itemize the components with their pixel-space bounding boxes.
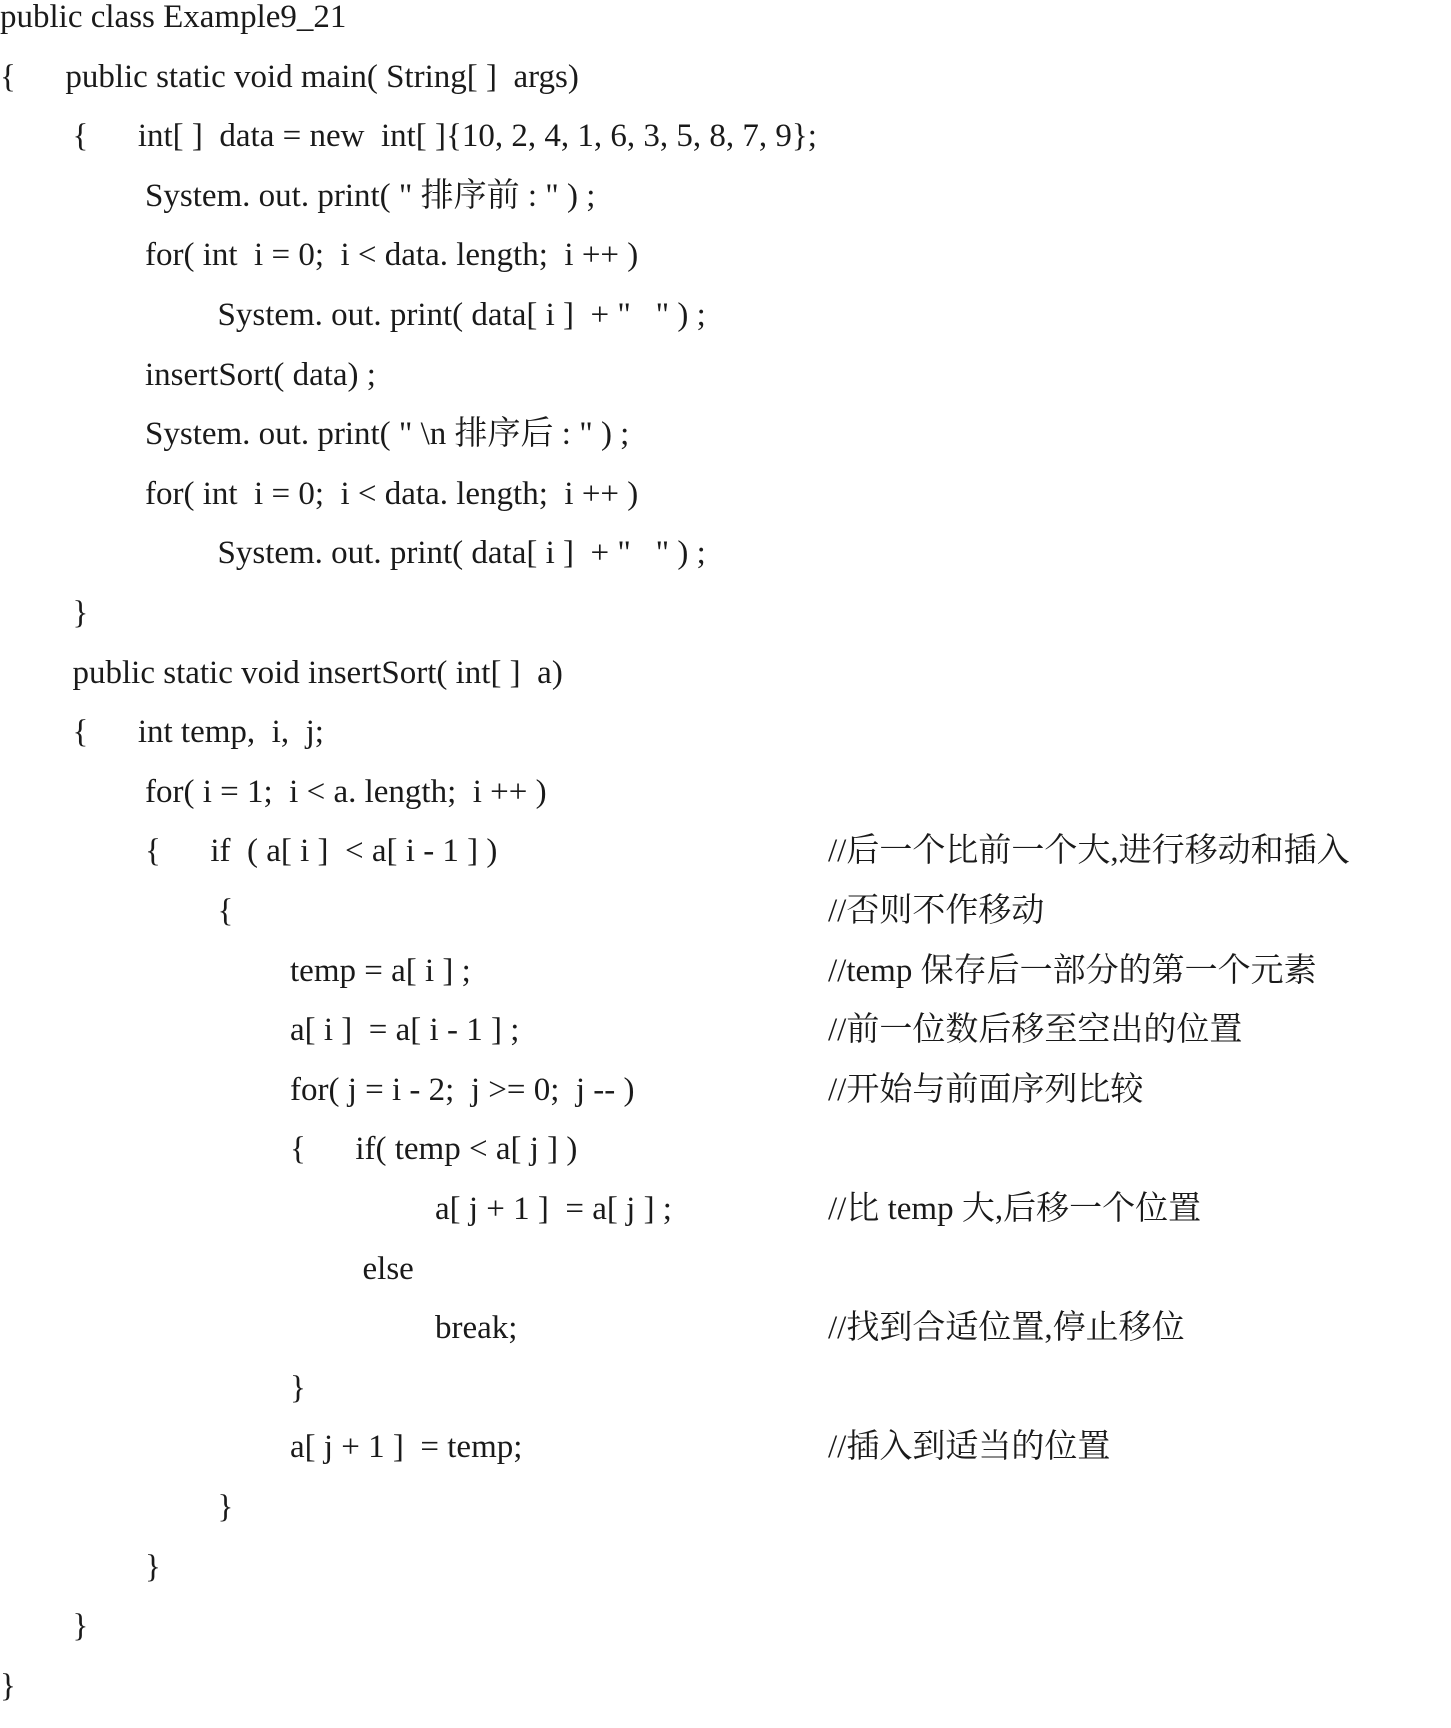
code-line — [0, 656, 1451, 716]
code-text: } — [0, 1667, 16, 1704]
code-line — [0, 1490, 1451, 1550]
code-comment: //后一个比前一个大,进行移动和插入 — [828, 833, 1350, 870]
code-comment: //否则不作移动 — [828, 893, 1045, 929]
code-text: } — [72, 1608, 89, 1645]
code-text: } — [290, 1369, 306, 1406]
code-line — [0, 536, 1451, 596]
code-text: System. out. print( data[ i ] + " " ) ; — [217, 297, 706, 333]
code-comment: //找到合适位置,停止移位 — [828, 1310, 1185, 1347]
code-line — [0, 298, 1451, 358]
code-line — [0, 477, 1451, 537]
code-line — [0, 1371, 1451, 1431]
code-text: } — [72, 595, 89, 631]
code-text: System. out. print( data[ i ] + " " ) ; — [217, 535, 706, 572]
code-line — [0, 238, 1451, 298]
code-text: a[ i ] = a[ i - 1 ] ; — [290, 1012, 520, 1049]
code-line — [0, 954, 1451, 1014]
code-text: for( int i = 0; i < data. length; i ++ ) — [145, 475, 639, 512]
code-text: { if( temp < a[ j ] ) — [290, 1131, 578, 1168]
code-comment: //开始与前面序列比较 — [828, 1071, 1144, 1108]
code-line — [0, 1192, 1451, 1252]
code-line — [0, 1252, 1451, 1312]
code-line — [0, 0, 1451, 60]
code-text: { public static void main( String[ ] args) — [0, 58, 579, 95]
code-text: else — [362, 1250, 414, 1287]
code-line — [0, 715, 1451, 775]
code-text: System. out. print( " 排序前 : " ) ; — [145, 177, 596, 214]
code-text: for( int i = 0; i < data. length; i ++ ) — [145, 237, 639, 274]
code-line — [0, 60, 1451, 120]
code-comment: //比 temp 大,后移一个位置 — [828, 1191, 1202, 1227]
code-text: a[ j + 1 ] = temp; — [290, 1429, 523, 1466]
code-text: System. out. print( " \n 排序后 : " ) ; — [145, 416, 630, 453]
code-text: temp = a[ i ] ; — [290, 952, 471, 989]
code-line — [0, 1550, 1451, 1610]
code-line — [0, 417, 1451, 477]
code-line — [0, 1609, 1451, 1669]
code-text: { int temp, i, j; — [72, 714, 324, 751]
code-line — [0, 1669, 1451, 1728]
code-line — [0, 894, 1451, 954]
code-comment: //temp 保存后一部分的第一个元素 — [828, 952, 1317, 989]
code-comment: //前一位数后移至空出的位置 — [828, 1012, 1243, 1049]
code-text: { if ( a[ i ] < a[ i - 1 ] ) — [145, 833, 498, 870]
code-text: insertSort( data) ; — [145, 356, 376, 393]
code-line — [0, 1013, 1451, 1073]
code-line — [0, 1430, 1451, 1490]
code-text: for( j = i - 2; j >= 0; j -- ) — [290, 1071, 635, 1108]
code-text: break; — [435, 1310, 518, 1347]
code-line — [0, 1073, 1451, 1133]
code-text: a[ j + 1 ] = a[ j ] ; — [435, 1191, 672, 1227]
code-text: public static void insertSort( int[ ] a) — [72, 654, 563, 691]
code-line — [0, 119, 1451, 179]
code-text: } — [145, 1548, 161, 1585]
code-line — [0, 1132, 1451, 1192]
code-text: { — [217, 893, 234, 929]
code-line — [0, 834, 1451, 894]
code-line — [0, 775, 1451, 835]
code-text: public class Example9_21 — [0, 0, 347, 35]
code-text: } — [217, 1489, 234, 1525]
code-comment: //插入到适当的位置 — [828, 1429, 1111, 1466]
code-line — [0, 596, 1451, 656]
code-text: { int[ ] data = new int[ ]{10, 2, 4, 1, 6, 3, 5, 8, 7, 9}; — [72, 118, 817, 155]
code-line — [0, 358, 1451, 418]
code-line — [0, 179, 1451, 239]
code-line — [0, 1311, 1451, 1371]
code-text: for( i = 1; i < a. length; i ++ ) — [145, 773, 547, 810]
